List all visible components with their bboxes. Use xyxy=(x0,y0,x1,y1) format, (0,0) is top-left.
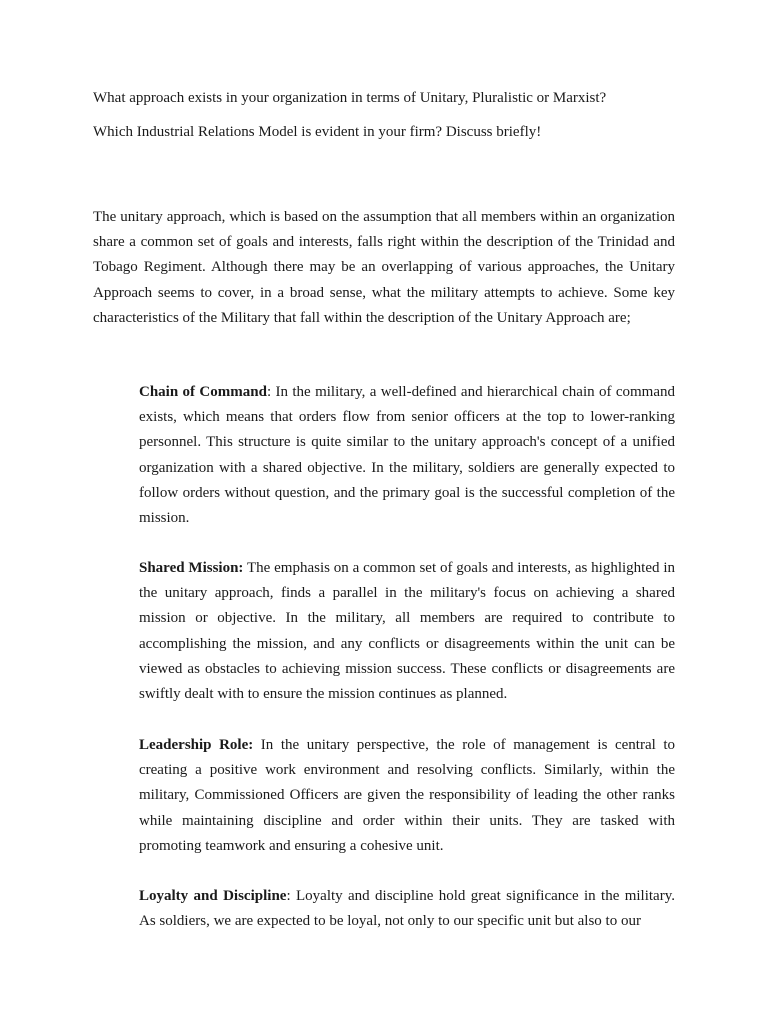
item-body: In the unitary perspective, the role of management is central to creating a positive work environment and resolving conflicts. Similarly, within the military, Commissioned Officers are given the responsibility of leading the other ranks while maintaining discipline and order within their units. They are tasked with promoting teamwork and ensuring a cohesive unit. xyxy=(139,737,675,854)
item-shared-mission xyxy=(139,556,675,707)
item-heading: Loyalty and Discipline xyxy=(139,888,287,904)
item-loyalty-and-discipline xyxy=(139,884,675,934)
item-chain-of-command xyxy=(139,380,675,531)
item-body: : In the military, a well-defined and hierarchical chain of command exists, which means that orders flow from senior officers at the top to lower-ranking personnel. This structure is quite similar to the unitary approach's concept of a unified organization with a shared objective. In the military, soldiers are generally expected to follow orders without question, and the primary goal is the successful completion of the mission. xyxy=(139,384,676,527)
item-body: The emphasis on a common set of goals and interests, as highlighted in the unitary approach, finds a parallel in the military's focus on achieving a shared mission or objective. In the military, all members are required to contribute to accomplishing the mission, and any conflicts or disagreements within the unit can be viewed as obstacles to achieving mission success. These conflicts or disagreements are swiftly dealt with to ensure the mission continues as planned. xyxy=(139,560,676,703)
question-approach: What approach exists in your organization in terms of Unitary, Pluralistic or Marxist? xyxy=(93,90,607,106)
question-ir-model: Which Industrial Relations Model is evident in your firm? Discuss briefly! xyxy=(93,124,542,140)
item-heading: Chain of Command xyxy=(139,384,267,400)
item-heading: Shared Mission: xyxy=(139,560,244,576)
intro-paragraph: The unitary approach, which is based on the assumption that all members within an organization share a common set of goals and interests, falls right within the description of the Trinidad and Tobago Regiment. Although there may be an overlapping of various approaches, the Unitary Approach seems to cover, in a broad sense, what the military attempts to achieve. Some key characteristics of the Military that fall within the description of the Unitary Approach are; xyxy=(93,209,675,326)
item-body: : Loyalty and discipline hold great significance in the military. As soldiers, we are expected to be loyal, not only to our specific unit but also to our xyxy=(139,888,675,930)
item-leadership-role xyxy=(139,733,675,859)
item-heading: Leadership Role: xyxy=(139,737,254,753)
